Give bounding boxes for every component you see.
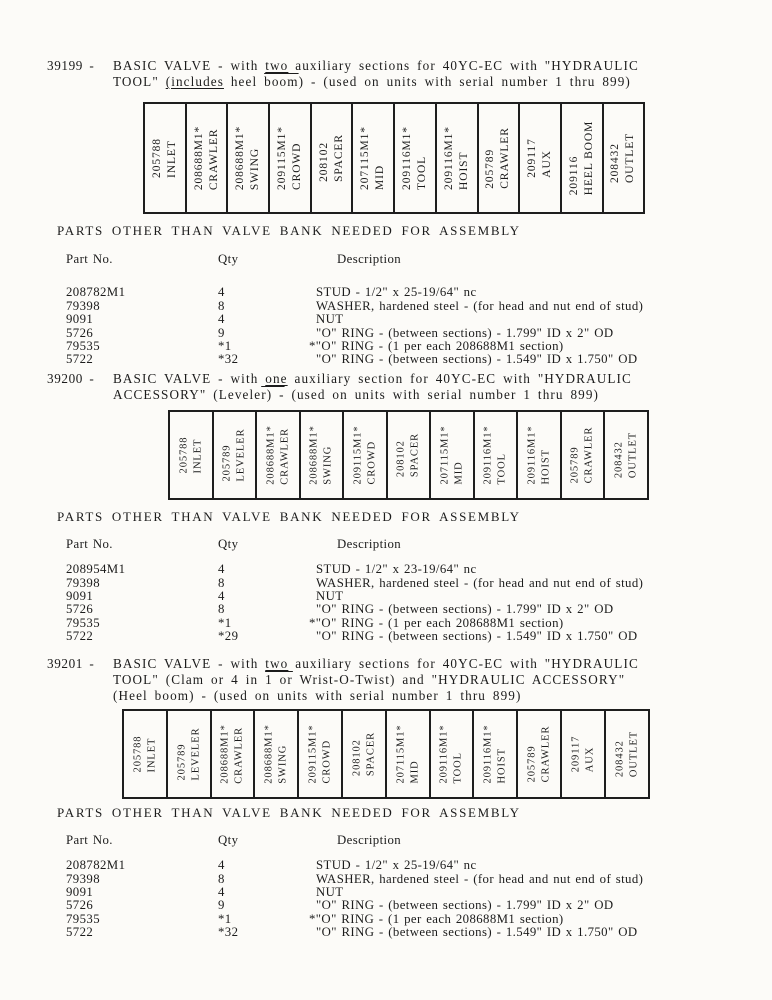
valve-section-cell xyxy=(253,709,299,799)
valve-section-cell xyxy=(472,709,518,799)
valve-section-cell xyxy=(185,102,229,214)
valve-part-number: 208688M1* xyxy=(219,723,231,784)
valve-part-number: 209116M1* xyxy=(526,425,538,485)
valve-part-number: 209116M1* xyxy=(401,126,414,190)
description: "O" RING - (between sections) - 1.799" ID x 2" OD xyxy=(316,898,614,913)
section-heading xyxy=(47,58,772,90)
qty: 4 xyxy=(218,858,225,873)
part-no: 5726 xyxy=(66,325,94,340)
section-heading-text xyxy=(113,58,639,90)
valve-part-number: 205789 xyxy=(526,745,538,783)
table-row xyxy=(66,340,772,353)
valve-section-cell xyxy=(385,709,431,799)
valve-section-cell xyxy=(212,410,258,500)
valve-part-number: 209116M1* xyxy=(442,126,455,190)
description: "O" RING - (between sections) - 1.799" ID x 2" OD xyxy=(316,325,614,340)
valve-section-name: CROWD xyxy=(290,142,303,190)
column-header-part-no: Part No. xyxy=(66,832,113,847)
valve-part-number: 209116M1* xyxy=(482,425,494,485)
description: "O" RING - (between sections) - 1.549" ID x 1.750" OD xyxy=(316,352,638,367)
valve-section-cell xyxy=(393,102,437,214)
valve-section-name: SPACER xyxy=(332,134,345,182)
valve-section-name: TOOL xyxy=(415,155,428,190)
valve-part-number: 205789 xyxy=(569,446,581,484)
valve-section-name: CRAWLER xyxy=(207,128,220,191)
description: STUD - 1/2" x 25-19/64" nc xyxy=(316,285,477,300)
column-header-part-no: Part No. xyxy=(66,252,113,266)
valve-part-number: 208688M1* xyxy=(234,125,247,191)
valve-part-number: 209117 xyxy=(526,138,539,178)
parts-table xyxy=(66,834,772,940)
description: "O" RING - (between sections) - 1.549" ID x 1.750" OD xyxy=(316,925,638,940)
valve-section-cell xyxy=(386,410,432,500)
valve-part-number: 208688M1* xyxy=(192,125,205,191)
table-row xyxy=(66,926,772,939)
valve-section-cell xyxy=(268,102,312,214)
table-row xyxy=(66,313,772,326)
valve-part-number: 209116 xyxy=(567,155,580,196)
valve-section-name: SWING xyxy=(322,445,334,485)
table-row xyxy=(66,603,772,616)
table-row xyxy=(66,899,772,912)
valve-section-cell xyxy=(143,102,187,214)
valve-section-name: AUX xyxy=(583,746,595,772)
table-row xyxy=(66,300,772,313)
table-row xyxy=(66,563,772,576)
valve-section-name: OUTLET xyxy=(627,730,639,777)
section-heading-text xyxy=(113,656,639,704)
part-no: 5726 xyxy=(66,898,94,913)
valve-section-name: MID xyxy=(452,461,464,485)
valve-section-cell xyxy=(166,709,212,799)
valve-section-name: HOIST xyxy=(496,747,508,784)
table-row xyxy=(66,913,772,926)
column-header-qty: Qty xyxy=(218,252,239,266)
valve-section-cell xyxy=(341,709,387,799)
valve-section-name: OUTLET xyxy=(624,132,637,184)
part-no: 208782M1 xyxy=(66,858,126,873)
column-header-description: Description xyxy=(337,832,402,847)
table-row xyxy=(66,353,772,366)
valve-section-name: HOIST xyxy=(457,151,470,190)
heading-line: TOOL" (Clam or 4 in 1 or Wrist-O-Twist) and "HYDRAULIC ACCESSORY" xyxy=(113,671,626,687)
valve-section-cell xyxy=(168,410,214,500)
qty: 9 xyxy=(218,898,225,913)
qty: *1 xyxy=(218,911,232,926)
valve-part-number: 208688M1* xyxy=(265,425,277,485)
valve-part-number: 205788 xyxy=(132,735,144,773)
valve-bank-diagram xyxy=(122,709,772,799)
valve-section-cell xyxy=(429,410,475,500)
description: WASHER, hardened steel - (for head and nut end of stud) xyxy=(316,575,644,590)
table-row xyxy=(66,286,772,299)
valve-section-name: CROWD xyxy=(365,440,377,485)
valve-part-number: 209115M1* xyxy=(275,126,288,190)
valve-section-name: AUX xyxy=(541,150,554,178)
valve-section-name: TOOL xyxy=(496,452,508,485)
description: *"O" RING - (1 per each 208688M1 section) xyxy=(309,339,564,354)
valve-part-number: 208432 xyxy=(614,739,626,777)
section-number: 39199 - xyxy=(47,58,95,73)
valve-section-cell xyxy=(560,410,606,500)
section-39201 xyxy=(47,656,772,940)
section-39200 xyxy=(47,371,772,644)
valve-section-cell xyxy=(226,102,270,214)
part-no: 79535 xyxy=(66,911,100,926)
valve-part-number: 208432 xyxy=(609,143,622,184)
part-no: 9091 xyxy=(66,589,94,604)
qty: 8 xyxy=(218,602,225,617)
valve-bank-diagram xyxy=(168,410,772,500)
valve-section-name: CRAWLER xyxy=(499,127,512,189)
valve-section-cell xyxy=(602,102,646,214)
valve-section-cell xyxy=(560,709,606,799)
valve-section-name: HOIST xyxy=(539,448,551,485)
description: WASHER, hardened steel - (for head and nut end of stud) xyxy=(316,871,644,886)
qty: *1 xyxy=(218,339,232,354)
section-39199 xyxy=(47,58,772,367)
table-rows xyxy=(66,563,772,643)
valve-section-cell xyxy=(516,410,562,500)
table-row xyxy=(66,630,772,643)
valve-section-cell xyxy=(477,102,521,214)
part-no: 5726 xyxy=(66,602,94,617)
parts-list-title: PARTS OTHER THAN VALVE BANK NEEDED FOR ASSEMBLY xyxy=(57,223,521,238)
description: "O" RING - (between sections) - 1.799" ID x 2" OD xyxy=(316,602,614,617)
part-no: 79398 xyxy=(66,871,100,886)
table-row xyxy=(66,617,772,630)
valve-section-cell xyxy=(122,709,168,799)
valve-section-cell xyxy=(342,410,388,500)
part-no: 79535 xyxy=(66,339,100,354)
description: NUT xyxy=(316,884,344,899)
valve-section-cell xyxy=(210,709,256,799)
valve-section-name: HEEL BOOM xyxy=(582,120,595,196)
valve-part-number: 208102 xyxy=(317,142,330,182)
qty: *29 xyxy=(218,629,239,644)
column-header-description: Description xyxy=(337,536,402,551)
valve-part-number: 205788 xyxy=(150,138,163,178)
valve-section-name: CRAWLER xyxy=(540,725,552,783)
part-no: 5722 xyxy=(66,925,94,940)
valve-section-name: MID xyxy=(408,760,420,784)
qty: 8 xyxy=(218,298,225,313)
valve-part-number: 205789 xyxy=(221,444,233,482)
part-no: 79398 xyxy=(66,298,100,313)
valve-part-number: 208432 xyxy=(613,441,625,478)
description: *"O" RING - (1 per each 208688M1 section) xyxy=(309,911,564,926)
heading-line: TOOL" (includes heel boom) - (used on units with serial number 1 thru 899) xyxy=(113,74,631,89)
section-heading-text xyxy=(113,371,632,403)
part-no: 208954M1 xyxy=(66,562,126,577)
description: NUT xyxy=(316,312,344,327)
valve-section-name: CRAWLER xyxy=(278,427,290,485)
heading-line: BASIC VALVE - with one auxiliary section for 40YC-EC with "HYDRAULIC xyxy=(113,370,632,386)
parts-list-title: PARTS OTHER THAN VALVE BANK NEEDED FOR ASSEMBLY xyxy=(57,508,521,524)
valve-section-cell xyxy=(560,102,604,214)
table-rows xyxy=(66,859,772,939)
qty: *32 xyxy=(218,352,239,367)
valve-section-cell xyxy=(435,102,479,214)
column-header-part-no: Part No. xyxy=(66,536,113,551)
column-header-description: Description xyxy=(337,252,402,266)
table-header-row xyxy=(66,538,772,551)
qty: 4 xyxy=(218,285,225,300)
heading-line: BASIC VALVE - with two auxiliary sections for 40YC-EC with "HYDRAULIC xyxy=(113,655,639,671)
valve-part-number: 208688M1* xyxy=(263,723,275,784)
table-header-row xyxy=(66,834,772,847)
table-row xyxy=(66,327,772,340)
table-row xyxy=(66,577,772,590)
table-row xyxy=(66,886,772,899)
valve-section-name: MID xyxy=(374,164,387,190)
part-no: 79535 xyxy=(66,615,100,630)
valve-section-cell xyxy=(604,709,650,799)
column-header-qty: Qty xyxy=(218,536,239,551)
qty: 4 xyxy=(218,884,225,899)
qty: 4 xyxy=(218,312,225,327)
valve-part-number: 208688M1* xyxy=(308,425,320,485)
parts-table xyxy=(66,538,772,644)
table-rows xyxy=(66,286,772,366)
valve-section-cell xyxy=(297,709,343,799)
qty: *1 xyxy=(218,615,232,630)
part-no: 79398 xyxy=(66,575,100,590)
part-no: 9091 xyxy=(66,884,94,899)
description: *"O" RING - (1 per each 208688M1 section) xyxy=(309,615,564,630)
valve-section-name: CRAWLER xyxy=(233,726,245,784)
column-header-qty: Qty xyxy=(218,832,239,847)
valve-part-number: 209115M1* xyxy=(307,724,319,784)
valve-section-cell xyxy=(351,102,395,214)
valve-part-number: 205789 xyxy=(484,148,497,189)
table-row xyxy=(66,859,772,872)
valve-section-cell xyxy=(255,410,301,500)
valve-part-number: 207115M1* xyxy=(439,425,451,485)
valve-section-cell xyxy=(518,102,562,214)
part-no: 5722 xyxy=(66,629,94,644)
part-no: 208782M1 xyxy=(66,285,126,300)
part-no: 9091 xyxy=(66,312,94,327)
valve-section-name: INLET xyxy=(165,140,178,178)
qty: 8 xyxy=(218,575,225,590)
section-number: 39201 - xyxy=(47,655,95,671)
valve-part-number: 209115M1* xyxy=(352,425,364,485)
qty: *32 xyxy=(218,925,239,940)
valve-section-name: SPACER xyxy=(364,731,376,776)
qty: 4 xyxy=(218,589,225,604)
qty: 8 xyxy=(218,871,225,886)
heading-line: (Heel boom) - (used on units with serial number 1 thru 899) xyxy=(113,687,522,703)
valve-section-name: OUTLET xyxy=(626,431,638,478)
valve-part-number: 208102 xyxy=(351,738,363,776)
table-header-row xyxy=(66,253,772,266)
valve-section-name: SPACER xyxy=(409,432,421,477)
part-no: 5722 xyxy=(66,352,94,367)
valve-part-number: 208102 xyxy=(395,440,407,477)
description: STUD - 1/2" x 23-19/64" nc xyxy=(316,562,477,577)
qty: 9 xyxy=(218,325,225,340)
valve-part-number: 207115M1* xyxy=(395,724,407,784)
valve-part-number: 209116M1* xyxy=(438,724,450,784)
valve-bank-diagram xyxy=(143,102,772,214)
valve-section-name: SWING xyxy=(277,744,289,784)
valve-part-number: 209117 xyxy=(570,735,582,772)
heading-line: BASIC VALVE - with two auxiliary sections for 40YC-EC with "HYDRAULIC xyxy=(113,58,639,73)
valve-section-cell xyxy=(299,410,345,500)
section-number: 39200 - xyxy=(47,370,95,386)
valve-section-cell xyxy=(429,709,475,799)
valve-part-number: 205789 xyxy=(176,743,188,781)
heading-line: ACCESSORY" (Leveler) - (used on units with serial number 1 thru 899) xyxy=(113,386,600,402)
qty: 4 xyxy=(218,562,225,577)
section-heading xyxy=(47,371,772,403)
description: WASHER, hardened steel - (for head and nut end of stud) xyxy=(316,298,644,313)
parts-table xyxy=(66,253,772,367)
valve-section-cell xyxy=(516,709,562,799)
valve-part-number: 205788 xyxy=(178,436,190,474)
valve-section-name: CRAWLER xyxy=(583,426,595,484)
parts-list-title: PARTS OTHER THAN VALVE BANK NEEDED FOR ASSEMBLY xyxy=(57,804,521,820)
table-row xyxy=(66,873,772,886)
section-heading xyxy=(47,656,772,704)
description: NUT xyxy=(316,589,344,604)
description: "O" RING - (between sections) - 1.549" ID x 1.750" OD xyxy=(316,629,638,644)
valve-section-cell xyxy=(473,410,519,500)
valve-section-name: TOOL xyxy=(452,751,464,784)
valve-section-cell xyxy=(603,410,649,500)
valve-part-number: 209116M1* xyxy=(482,724,494,784)
valve-section-name: CROWD xyxy=(321,739,333,784)
table-row xyxy=(66,590,772,603)
description: STUD - 1/2" x 25-19/64" nc xyxy=(316,858,477,873)
valve-section-name: INLET xyxy=(191,438,203,474)
valve-section-cell xyxy=(310,102,354,214)
valve-section-name: SWING xyxy=(249,147,262,191)
valve-section-name: INLET xyxy=(145,737,157,773)
valve-section-name: LEVELER xyxy=(189,727,201,781)
valve-section-name: LEVELER xyxy=(235,428,247,482)
valve-part-number: 207115M1* xyxy=(359,126,372,190)
